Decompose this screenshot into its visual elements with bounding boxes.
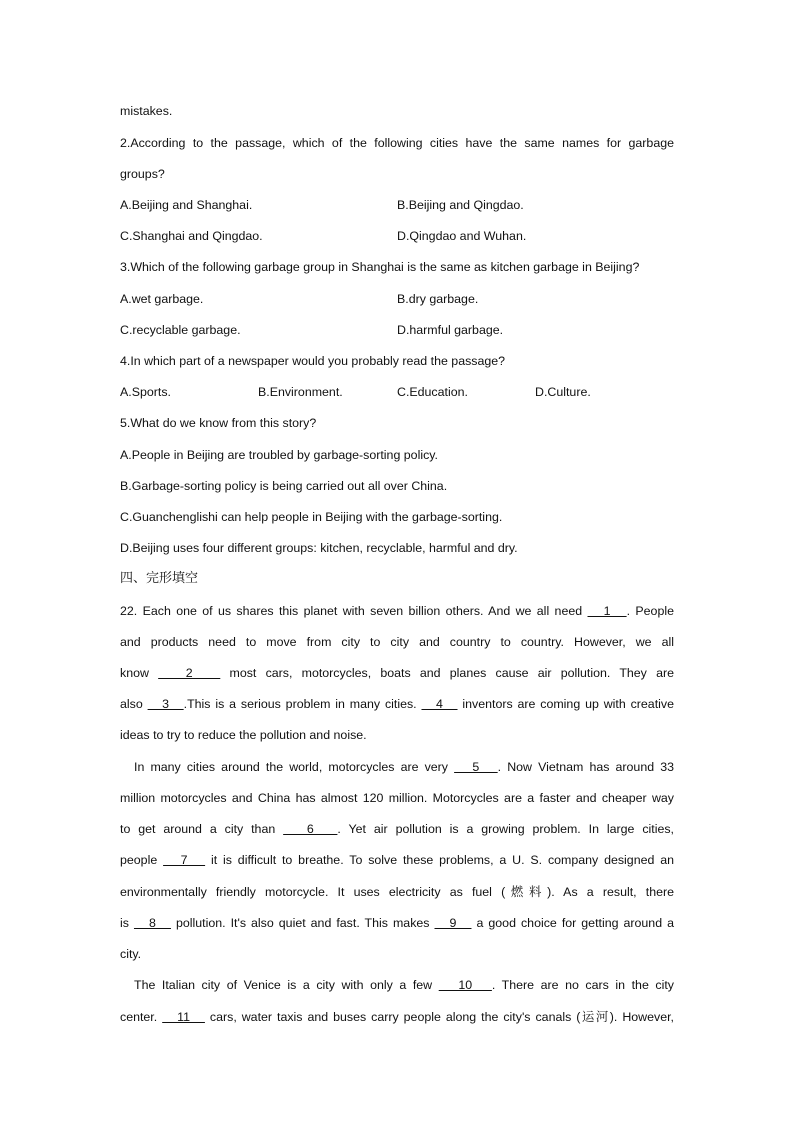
q5-option-d: D.Beijing uses four different groups: kitchen, recyclable, harmful and dry. <box>120 541 518 555</box>
cloze-p1-line2: and products need to move from city to city and country to country. However, we all <box>120 635 674 649</box>
q3-option-c: C.recyclable garbage. <box>120 323 241 337</box>
blank-2: 2 <box>158 666 221 680</box>
cloze-p1-line4: also 3 .This is a serious problem in many cities. 4 inventors are coming up with creative <box>120 697 674 711</box>
q5-stem: 5.What do we know from this story? <box>120 416 317 430</box>
q4-option-b: B.Environment. <box>258 385 343 399</box>
blank-4: 4 <box>421 697 458 711</box>
q2-stem-line1: 2.According to the passage, which of the following cities have the same names for garbage <box>120 136 674 150</box>
blank-1: 1 <box>587 604 627 618</box>
q5-option-c: C.Guanchenglishi can help people in Beijing with the garbage-sorting. <box>120 510 503 524</box>
q3-stem: 3.Which of the following garbage group in Shanghai is the same as kitchen garbage in Beijing? <box>120 260 640 274</box>
cloze-p2-line4: people 7 it is difficult to breathe. To solve these problems, a U. S. company designed an <box>120 853 675 867</box>
section-title: 四、完形填空 <box>120 571 199 586</box>
cloze-p2-line6: is 8 pollution. It's also quiet and fast. This makes 9 a good choice for getting around a <box>120 916 674 930</box>
blank-10: 10 <box>438 978 492 992</box>
cloze-p1-line5: ideas to try to reduce the pollution and noise. <box>120 728 367 742</box>
q2-option-c: C.Shanghai and Qingdao. <box>120 229 263 243</box>
cloze-p1-line1: 22. Each one of us shares this planet with seven billion others. And we all need 1 . People <box>120 604 674 618</box>
q1-tail: mistakes. <box>120 104 173 118</box>
q3-option-b: B.dry garbage. <box>397 292 479 306</box>
blank-9: 9 <box>434 916 472 930</box>
q5-option-b: B.Garbage-sorting policy is being carried out all over China. <box>120 479 448 493</box>
q5-option-a: A.People in Beijing are troubled by garbage-sorting policy. <box>120 448 438 462</box>
cloze-p2-line3: to get around a city than 6 . Yet air pollution is a growing problem. In large cities, <box>120 822 675 836</box>
q2-stem-line2: groups? <box>120 167 165 181</box>
cloze-p2-line2: million motorcycles and China has almost 120 million. Motorcycles are a faster and cheaper way <box>120 791 674 805</box>
cloze-p2-line7: city. <box>120 947 142 961</box>
blank-5: 5 <box>454 760 498 774</box>
q4-stem: 4.In which part of a newspaper would you probably read the passage? <box>120 354 506 368</box>
blank-3: 3 <box>147 697 184 711</box>
q2-option-a: A.Beijing and Shanghai. <box>120 198 253 212</box>
cloze-p1-line3: know 2 most cars, motorcycles, boats and planes cause air pollution. They are <box>120 666 674 680</box>
q4-option-a: A.Sports. <box>120 385 171 399</box>
q3-option-a: A.wet garbage. <box>120 292 204 306</box>
blank-8: 8 <box>133 916 171 930</box>
cloze-p2-line1: In many cities around the world, motorcycles are very 5 . Now Vietnam has around 33 <box>134 760 674 774</box>
q4-option-d: D.Culture. <box>535 385 591 399</box>
q3-option-d: D.harmful garbage. <box>397 323 504 337</box>
cloze-p3-line1: The Italian city of Venice is a city with only a few 10 . There are no cars in the city <box>134 978 674 992</box>
blank-6: 6 <box>283 822 338 836</box>
q4-option-c: C.Education. <box>397 385 468 399</box>
q2-option-b: B.Beijing and Qingdao. <box>397 198 524 212</box>
cloze-p3-line2: center. 11 cars, water taxis and buses carry people along the city's canals (运河). However, <box>120 1010 674 1024</box>
cloze-p2-line5: environmentally friendly motorcycle. It uses electricity as fuel (燃料). As a result, there <box>120 885 674 899</box>
blank-11: 11 <box>162 1010 205 1024</box>
blank-7: 7 <box>163 853 206 867</box>
q2-option-d: D.Qingdao and Wuhan. <box>397 229 527 243</box>
